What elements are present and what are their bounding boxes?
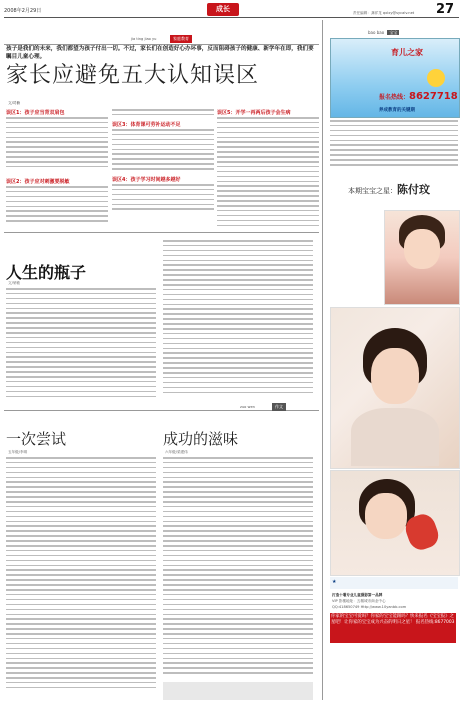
subhead-2: 误区2：孩子应对刺激要脱敏 xyxy=(6,179,70,185)
page-number: 27 xyxy=(436,2,455,17)
ad-footer-logo: ★ xyxy=(332,579,337,585)
bottling-byline: 文/荣敏 xyxy=(8,281,20,285)
text-block xyxy=(112,129,214,175)
ad-slogan: 养成教育的关键期 xyxy=(379,108,415,113)
ad-brand: 育儿之家 xyxy=(391,48,423,57)
child-photo xyxy=(330,307,460,469)
clothing xyxy=(351,408,439,466)
text-block xyxy=(163,457,313,681)
subhead-1: 误区1：孩子应当背双肩包 xyxy=(6,110,65,116)
child-photo xyxy=(330,470,460,576)
text-block xyxy=(330,120,458,172)
ad-tab-label: bao bao xyxy=(368,30,385,35)
text-block xyxy=(6,117,108,173)
column-name: 家庭教育 xyxy=(170,35,192,43)
ad-hotline-number: 8627718 xyxy=(409,91,458,102)
face xyxy=(365,493,407,539)
right-essay-byline: 六年级/梁建伟 xyxy=(165,450,188,454)
ad-hotline-label: 报名热线： xyxy=(379,94,410,101)
text-block xyxy=(112,184,214,218)
essays-column-tag: zuo wen xyxy=(240,405,255,409)
text-block xyxy=(6,288,156,400)
face xyxy=(404,229,440,269)
subhead-4: 误区4：孩子学习时间越多越好 xyxy=(112,177,181,183)
ad-vip-line: VIP 影楼地址：五堰城市商业中心 xyxy=(332,599,386,603)
right-essay-title: 成功的滋味 xyxy=(163,430,239,448)
section-tab: 成长 xyxy=(207,3,239,16)
star-name: 陈付玟 xyxy=(397,183,430,196)
ad-tab xyxy=(368,30,399,36)
top-byline: 文/司楠 xyxy=(8,101,20,105)
text-block xyxy=(6,186,108,228)
column-tag: jia ting jiao yu xyxy=(131,37,157,41)
highlighted-paragraph xyxy=(163,682,313,700)
star-label: 本期宝宝之星： xyxy=(348,187,397,195)
header-rule xyxy=(4,17,459,18)
left-essay-title: 一次尝试 xyxy=(6,430,67,448)
ad-tab-badge: 宝宝 xyxy=(389,30,398,35)
divider xyxy=(4,232,319,233)
face xyxy=(371,348,419,404)
ad-hotline xyxy=(379,91,458,102)
text-block xyxy=(112,109,214,119)
bottling-headline: 人生的瓶子 xyxy=(6,263,87,282)
ad-sun-icon xyxy=(427,69,445,87)
top-lead: 孩子是我们的未来，我们都望为孩子付出一切。不过，家长们在创造好心办坏事，反而阻碍孩子的健康、新学年在即，我们要瞩目儿童心理。 xyxy=(6,46,314,60)
ad-footer-line: 打造十堰专业儿童摄影第一品牌 xyxy=(332,593,383,597)
column-divider xyxy=(322,20,323,700)
subhead-5: 误区5：开学一再两后孩子会生病 xyxy=(217,110,291,116)
ad-red-box: 你家的宝宝可爱吗？你家的宝宝能跟吗？快来报名《宝宝报》之星吧！让你家的宝宝成为兴奋的明日之星！ 报名热线:8677003 xyxy=(330,613,456,643)
left-essay-byline: 五年级/李琪 xyxy=(8,450,28,454)
top-rule xyxy=(4,44,319,45)
ad-footer-bar xyxy=(330,577,458,589)
essays-column-name: 作文 xyxy=(272,403,286,411)
top-headline: 家长应避免五大认知误区 xyxy=(6,63,260,88)
issue-date: 2008年2月29日 xyxy=(4,8,42,14)
ad-banner xyxy=(330,38,460,118)
editor-line: 责任编辑：龚祥龙 qxlxy@sycalv.net xyxy=(353,11,415,15)
subhead-3: 误区3：体育课可劳补运动不足 xyxy=(112,122,181,128)
text-block xyxy=(217,117,319,229)
child-photo xyxy=(384,210,460,305)
text-block xyxy=(6,457,156,697)
ad-phone: QQ:418650749 Http://www.10yanbb.com xyxy=(332,605,407,609)
text-block xyxy=(163,240,313,400)
star-heading xyxy=(348,181,430,197)
